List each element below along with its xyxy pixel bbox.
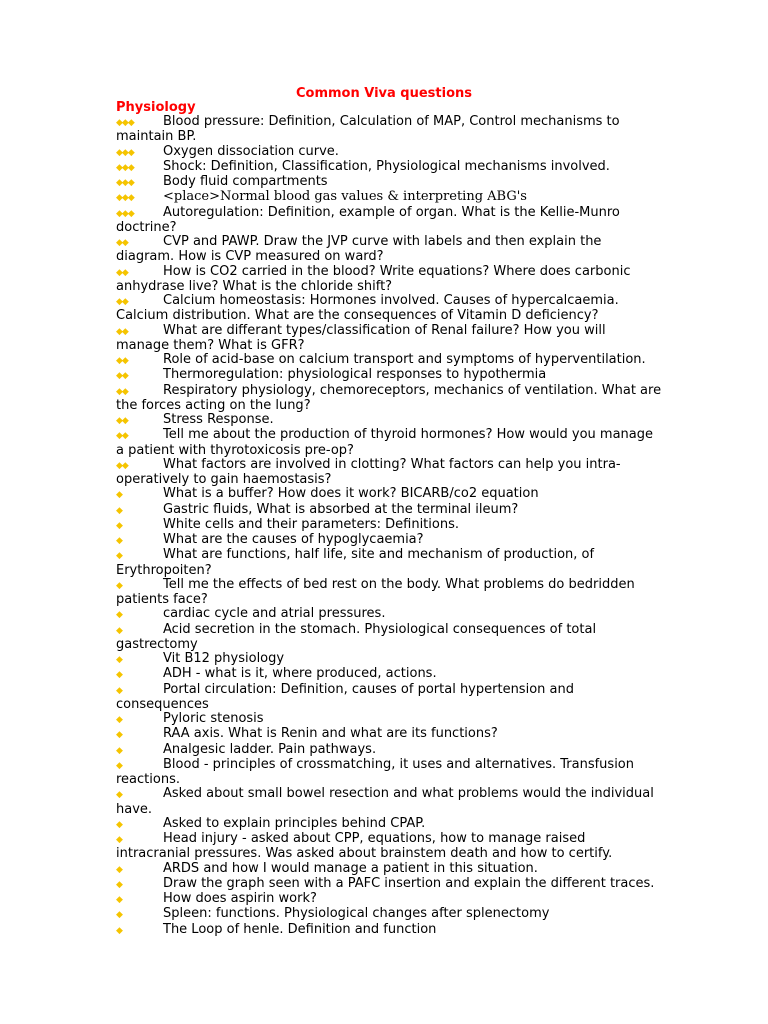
- list-item: [116, 294, 662, 324]
- diamond-icon: ◆: [116, 879, 122, 890]
- list-item: [116, 683, 662, 713]
- list-item-text: Stress Response.: [163, 412, 274, 427]
- diamond-icon: ◆: [116, 925, 122, 936]
- diamond-icon: ◆◆: [116, 371, 128, 382]
- list-item-text: Draw the graph seen with a PAFC insertion and explain the different traces.: [163, 875, 655, 891]
- diamond-icon: ◆◆◆: [116, 208, 134, 219]
- diamond-icon: ◆: [116, 730, 122, 741]
- diamond-icon: ◆: [116, 819, 122, 830]
- section-heading: Physiology: [116, 100, 196, 115]
- list-item: [116, 877, 662, 892]
- list-item-text: Role of acid-base on calcium transport and symptoms of hyperventilation.: [163, 352, 646, 367]
- list-item-text: Pyloric stenosis: [163, 711, 264, 726]
- diamond-icon: ◆: [116, 551, 122, 562]
- diamond-icon: ◆: [116, 685, 122, 696]
- diamond-icon: ◆: [116, 536, 122, 546]
- list-item: [116, 115, 662, 145]
- list-item-text: cardiac cycle and atrial pressures.: [163, 606, 386, 622]
- list-item: [116, 787, 662, 817]
- diamond-icon: ◆◆◆: [116, 193, 134, 204]
- diamond-icon: ◆: [116, 910, 122, 921]
- list-item-text: Shock: Definition, Classification, Physiological mechanisms involved.: [163, 158, 610, 174]
- diamond-icon: ◆◆◆: [116, 147, 134, 158]
- list-item: [116, 533, 662, 548]
- list-item: [116, 428, 662, 458]
- diamond-icon: ◆: [116, 490, 122, 501]
- list-item-text: <place>Normal blood gas values & interpreting ABG's: [163, 189, 527, 205]
- list-item-text: RAA axis. What is Renin and what are its functions?: [163, 726, 498, 742]
- diamond-icon: ◆◆: [116, 460, 128, 471]
- list-item: [116, 503, 662, 518]
- list-item: [116, 652, 662, 667]
- list-item-text: Blood - principles of crossmatching, it uses and alternatives. Transfusion reactions.: [116, 756, 634, 787]
- diamond-icon: ◆◆◆: [116, 162, 134, 173]
- diamond-icon: ◆◆: [116, 416, 128, 426]
- list-item-text: What factors are involved in clotting? What factors can help you intra-operatively to gain haemostasis?: [116, 456, 621, 487]
- diamond-icon: ◆: [116, 864, 122, 875]
- list-item: [116, 487, 662, 502]
- list-item: [116, 832, 662, 862]
- diamond-icon: ◆: [116, 835, 122, 845]
- list-item: [116, 892, 662, 907]
- diamond-icon: ◆: [116, 625, 122, 636]
- list-item: [116, 607, 662, 622]
- diamond-icon: ◆: [116, 505, 122, 516]
- list-item-text: Asked to explain principles behind CPAP.: [163, 815, 426, 831]
- list-item-text: What are differant types/classification of Renal failure? How you will manage them? What is GFR?: [116, 322, 606, 353]
- diamond-icon: ◆: [116, 655, 122, 665]
- list-item-text: Thermoregulation: physiological responses to hypothermia: [163, 367, 547, 383]
- list-item: [116, 758, 662, 788]
- list-item: [116, 712, 662, 727]
- list-item: [116, 923, 662, 938]
- list-item-text: Autoregulation: Definition, example of organ. What is the Kellie-Munro doctrine?: [116, 204, 620, 235]
- list-item: [116, 518, 662, 533]
- list-item-text: Tell me the effects of bed rest on the body. What problems do bedridden patients face?: [116, 576, 635, 607]
- diamond-icon: ◆◆: [116, 238, 128, 248]
- diamond-icon: ◆: [116, 610, 122, 621]
- list-item-text: Tell me about the production of thyroid hormones? How would you manage a patient with thyrotoxicosis pre-op?: [116, 427, 654, 458]
- list-item-text: The Loop of henle. Definition and function: [163, 921, 437, 937]
- list-item: [116, 206, 662, 236]
- list-item-text: Analgesic ladder. Pain pathways.: [163, 741, 377, 757]
- diamond-icon: ◆◆: [116, 297, 128, 307]
- list-item: [116, 413, 662, 428]
- list-item: [116, 667, 662, 682]
- list-item: [116, 265, 662, 295]
- list-item: [116, 623, 662, 653]
- list-item: [116, 862, 662, 877]
- list-item-text: Asked about small bowel resection and what problems would the individual have.: [116, 786, 654, 817]
- list-item: [116, 235, 662, 265]
- diamond-icon: ◆: [116, 760, 122, 771]
- list-item-text: Blood pressure: Definition, Calculation of MAP, Control mechanisms to maintain BP.: [116, 114, 620, 145]
- list-item: [116, 324, 662, 354]
- list-item-text: What is a buffer? How does it work? BICARB/co2 equation: [163, 486, 539, 502]
- list-item-text: Vit B12 physiology: [163, 651, 285, 666]
- list-item: [116, 384, 662, 414]
- list-item: [116, 145, 662, 160]
- diamond-icon: ◆: [116, 670, 122, 681]
- list-item: [116, 578, 662, 608]
- list-item-text: Calcium homeostasis: Hormones involved. Causes of hypercalcaemia. Calcium distribution. What are the consequences of Vitamin D deficiency?: [116, 293, 619, 324]
- diamond-icon: ◆◆: [116, 356, 128, 366]
- list-item-text: What are the causes of hypoglycaemia?: [163, 532, 424, 547]
- list-item: [116, 190, 662, 205]
- diamond-icon: ◆: [116, 745, 122, 756]
- list-item: [116, 727, 662, 742]
- list-item: [116, 817, 662, 832]
- list-item-text: White cells and their parameters: Definitions.: [163, 516, 459, 532]
- list-item-text: Spleen: functions. Physiological changes after splenectomy: [163, 906, 550, 922]
- diamond-icon: ◆: [116, 520, 122, 531]
- diamond-icon: ◆◆: [116, 326, 128, 337]
- diamond-icon: ◆: [116, 895, 122, 905]
- diamond-icon: ◆◆: [116, 431, 128, 442]
- list-item-text: Head injury - asked about CPP, equations, how to manage raised intracranial pressures. Was asked about brainstem death and how to certify.: [116, 831, 613, 862]
- diamond-icon: ◆◆: [116, 267, 128, 278]
- list-item-text: Portal circulation: Definition, causes of portal hypertension and consequences: [116, 681, 574, 712]
- list-item-text: Oxygen dissociation curve.: [163, 143, 339, 159]
- question-list: [116, 115, 662, 938]
- list-item-text: ARDS and how I would manage a patient in this situation.: [163, 860, 538, 876]
- list-item: [116, 743, 662, 758]
- list-item-text: What are functions, half life, site and mechanism of production, of Erythropoiten?: [116, 547, 595, 578]
- list-item-text: ADH - what is it, where produced, actions.: [163, 666, 437, 682]
- list-item: [116, 907, 662, 922]
- list-item-text: How does aspirin work?: [163, 891, 317, 906]
- diamond-icon: ◆◆: [116, 386, 128, 397]
- list-item-text: How is CO2 carried in the blood? Write equations? Where does carbonic anhydrase live? What is the chloride shift?: [116, 263, 631, 294]
- list-item: [116, 458, 662, 488]
- list-item: [116, 368, 662, 383]
- list-item-text: Respiratory physiology, chemoreceptors, mechanics of ventilation. What are the forces acting on the lung?: [116, 382, 662, 413]
- list-item-text: Gastric fluids, What is absorbed at the terminal ileum?: [163, 501, 519, 517]
- list-item-text: Body fluid compartments: [163, 174, 328, 189]
- list-item-text: Acid secretion in the stomach. Physiological consequences of total gastrectomy: [116, 621, 597, 652]
- diamond-icon: ◆◆◆: [116, 178, 134, 188]
- diamond-icon: ◆: [116, 790, 122, 801]
- page-title: Common Viva questions: [295, 86, 473, 101]
- list-item: [116, 353, 662, 368]
- diamond-icon: ◆: [116, 580, 122, 591]
- list-item: [116, 160, 662, 175]
- list-item: [116, 548, 662, 578]
- diamond-icon: ◆: [116, 715, 122, 725]
- list-item-text: CVP and PAWP. Draw the JVP curve with labels and then explain the diagram. How is CVP measured on ward?: [116, 234, 602, 265]
- list-item: [116, 175, 662, 190]
- diamond-icon: ◆◆◆: [116, 118, 134, 128]
